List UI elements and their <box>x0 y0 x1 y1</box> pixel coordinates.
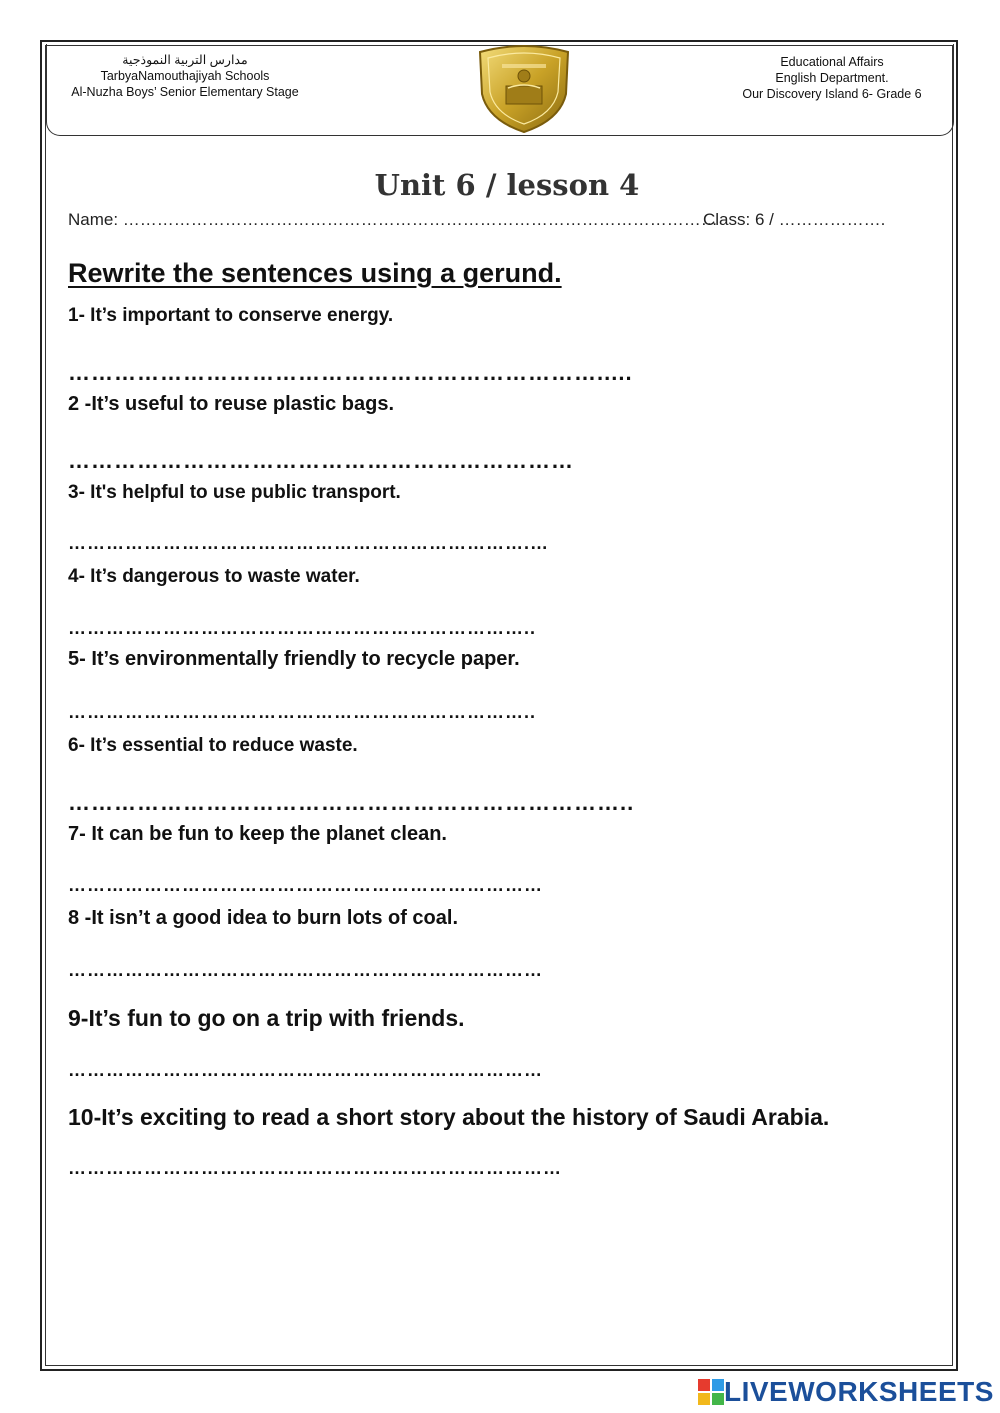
question-10: 10-It’s exciting to read a short story about the history of Saudi Arabia. <box>68 1104 830 1130</box>
english-department: English Department. <box>775 71 889 85</box>
instructions-heading: Rewrite the sentences using a gerund. <box>68 258 562 288</box>
question-9: 9-It’s fun to go on a trip with friends. <box>68 1005 465 1031</box>
answer-line-10[interactable]: …………………………………………………………………… <box>68 1158 562 1178</box>
question-5: 5- It’s environmentally friendly to recycle paper. <box>68 648 520 670</box>
answer-line-3[interactable]: ……………………………………………………………….… <box>68 533 550 553</box>
question-8: 8 -It isn’t a good idea to burn lots of coal. <box>68 907 459 929</box>
educational-affairs: Educational Affairs <box>780 55 884 69</box>
answer-line-8[interactable]: ………………………………………………………………… <box>68 960 543 980</box>
school-stage: Al-Nuzha Boys’ Senior Elementary Stage <box>71 85 299 99</box>
question-4: 4- It’s dangerous to waste water. <box>68 566 360 587</box>
answer-line-9[interactable]: ………………………………………………………………… <box>68 1060 543 1080</box>
department-info <box>712 54 952 102</box>
brand-name: LIVEWORKSHEETS <box>724 1376 994 1407</box>
answer-line-5[interactable]: ……………………………………………………………….. <box>68 702 537 722</box>
question-2: 2 -It’s useful to reuse plastic bags. <box>68 393 395 415</box>
page-title: Unit 6 / lesson 4 <box>374 168 640 202</box>
school-info <box>50 52 320 100</box>
answer-line-6[interactable]: ……………………………………………………………….. <box>68 790 635 815</box>
question-7: 7- It can be fun to keep the planet clean. <box>68 823 447 845</box>
school-emblem-icon <box>470 44 578 134</box>
liveworksheets-icon <box>698 1379 724 1405</box>
question-1: 1- It’s important to conserve energy. <box>68 305 394 326</box>
answer-line-7[interactable]: ………………………………………………………………… <box>68 875 543 895</box>
class-field[interactable]: Class: 6 / ………………. <box>703 210 886 229</box>
question-6: 6- It’s essential to reduce waste. <box>68 735 358 756</box>
liveworksheets-logo <box>698 1374 994 1410</box>
course-grade: Our Discovery Island 6- Grade 6 <box>742 87 922 101</box>
question-3: 3- It's helpful to use public transport. <box>68 482 401 503</box>
answer-line-4[interactable]: ……………………………………………………………….. <box>68 618 537 638</box>
school-name-arabic: مدارس التربية النموذجية <box>122 53 248 67</box>
name-field[interactable]: Name: …………………………………………………………………………………………… <box>68 210 718 229</box>
school-name: TarbyaNamouthajiyah Schools <box>100 69 270 83</box>
answer-line-1[interactable]: ……………………………………………………………..... <box>68 360 633 385</box>
answer-line-2[interactable]: ………………………………………………………… <box>68 448 574 473</box>
